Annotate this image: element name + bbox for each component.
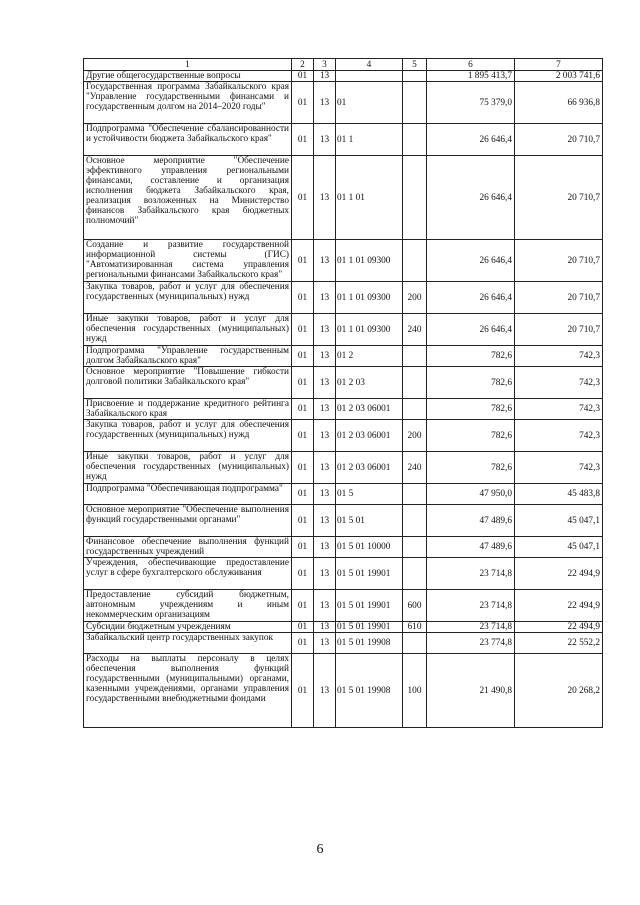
col-header-2: 2 — [292, 59, 314, 71]
row-amount-year1-cell: 26 646,4 — [427, 282, 515, 314]
row-name-cell: Государственная программа Забайкальского края "Управление государственными финансами и государственным долгом на 2014–2020 годы" — [84, 82, 292, 124]
row-expense-type-cell: 610 — [403, 622, 427, 633]
col-header-7: 7 — [515, 59, 603, 71]
row-subsection-cell: 13 — [314, 282, 336, 314]
row-expense-type-cell: 100 — [403, 654, 427, 728]
row-amount-year1-cell: 782,6 — [427, 367, 515, 399]
row-subsection-cell: 13 — [314, 420, 336, 452]
row-subsection-cell: 13 — [314, 633, 336, 654]
col-header-4: 4 — [336, 59, 403, 71]
table-row — [84, 124, 603, 156]
row-name-cell: Основное мероприятие "Обеспечение выполнения функций государственными органами" — [84, 505, 292, 537]
row-subsection-cell: 13 — [314, 240, 336, 282]
row-expense-type-cell: 240 — [403, 314, 427, 346]
table-row — [84, 71, 603, 82]
row-name-cell: Расходы на выплаты персоналу в целях обеспечения выполнения функций государственными (муниципальными) органами, казенными учреждениями, органами управления государственными внебюджетными фондами — [84, 654, 292, 728]
row-expense-type-cell — [403, 367, 427, 399]
row-amount-year1-cell: 26 646,4 — [427, 156, 515, 240]
row-target-code-cell: 01 2 03 06001 — [336, 420, 403, 452]
row-target-code-cell: 01 2 — [336, 346, 403, 367]
row-amount-year1-cell: 47 950,0 — [427, 484, 515, 505]
table-row — [84, 537, 603, 558]
row-section-cell: 01 — [292, 420, 314, 452]
row-name-cell: Закупка товаров, работ и услуг для обеспечения государственных (муниципальных) нужд — [84, 420, 292, 452]
row-expense-type-cell — [403, 484, 427, 505]
row-target-code-cell: 01 — [336, 82, 403, 124]
row-amount-year2-cell: 45 483,8 — [515, 484, 603, 505]
row-expense-type-cell — [403, 558, 427, 590]
table-row — [84, 367, 603, 399]
row-subsection-cell: 13 — [314, 314, 336, 346]
row-expense-type-cell — [403, 633, 427, 654]
row-target-code-cell: 01 1 01 09300 — [336, 282, 403, 314]
row-amount-year2-cell: 20 710,7 — [515, 156, 603, 240]
row-amount-year1-cell: 26 646,4 — [427, 314, 515, 346]
row-target-code-cell: 01 2 03 06001 — [336, 399, 403, 420]
row-subsection-cell: 13 — [314, 367, 336, 399]
row-section-cell: 01 — [292, 71, 314, 82]
row-amount-year2-cell: 45 047,1 — [515, 537, 603, 558]
row-target-code-cell: 01 5 01 10000 — [336, 537, 403, 558]
row-target-code-cell: 01 5 01 19901 — [336, 558, 403, 590]
row-target-code-cell: 01 5 01 19901 — [336, 622, 403, 633]
table-row — [84, 240, 603, 282]
row-amount-year1-cell: 26 646,4 — [427, 240, 515, 282]
row-amount-year2-cell: 22 494,9 — [515, 558, 603, 590]
table-row — [84, 484, 603, 505]
row-subsection-cell: 13 — [314, 505, 336, 537]
row-expense-type-cell — [403, 156, 427, 240]
row-expense-type-cell: 600 — [403, 590, 427, 622]
row-amount-year2-cell: 20 710,7 — [515, 124, 603, 156]
table-row — [84, 314, 603, 346]
row-subsection-cell: 13 — [314, 537, 336, 558]
row-section-cell: 01 — [292, 505, 314, 537]
row-amount-year1-cell: 782,6 — [427, 420, 515, 452]
row-name-cell: Учреждения, обеспечивающие предоставление услуг в сфере бухгалтерского обслуживания — [84, 558, 292, 590]
row-subsection-cell: 13 — [314, 590, 336, 622]
row-name-cell: Финансовое обеспечение выполнения функций государственных учреждений — [84, 537, 292, 558]
row-expense-type-cell — [403, 124, 427, 156]
table-row — [84, 420, 603, 452]
row-target-code-cell — [336, 71, 403, 82]
row-section-cell: 01 — [292, 452, 314, 484]
table-row — [84, 654, 603, 728]
row-subsection-cell: 13 — [314, 124, 336, 156]
row-target-code-cell: 01 2 03 06001 — [336, 452, 403, 484]
row-name-cell: Подпрограмма "Обеспечивающая подпрограмма" — [84, 484, 292, 505]
row-name-cell: Основное мероприятие "Обеспечение эффективного управления региональными финансами, составление и организация исполнения бюджета Забайкальского края, реализация возложенных на Министерство финансов Забайкальского края бюджетных полномочий" — [84, 156, 292, 240]
row-subsection-cell: 13 — [314, 452, 336, 484]
header-row — [84, 59, 603, 71]
row-section-cell: 01 — [292, 654, 314, 728]
row-name-cell: Иные закупки товаров, работ и услуг для обеспечения государственных (муниципальных) нужд — [84, 314, 292, 346]
row-section-cell: 01 — [292, 82, 314, 124]
table-row — [84, 452, 603, 484]
row-amount-year2-cell: 22 494,9 — [515, 622, 603, 633]
row-section-cell: 01 — [292, 622, 314, 633]
row-amount-year2-cell: 20 268,2 — [515, 654, 603, 728]
row-expense-type-cell — [403, 537, 427, 558]
row-amount-year2-cell: 742,3 — [515, 452, 603, 484]
row-amount-year2-cell: 742,3 — [515, 399, 603, 420]
row-amount-year1-cell: 21 490,8 — [427, 654, 515, 728]
row-section-cell: 01 — [292, 558, 314, 590]
row-target-code-cell: 01 1 01 — [336, 156, 403, 240]
table-row — [84, 399, 603, 420]
row-section-cell: 01 — [292, 590, 314, 622]
row-target-code-cell: 01 5 — [336, 484, 403, 505]
row-expense-type-cell: 240 — [403, 452, 427, 484]
row-amount-year1-cell: 23 714,8 — [427, 590, 515, 622]
row-section-cell: 01 — [292, 633, 314, 654]
table-body — [84, 59, 603, 728]
row-target-code-cell: 01 5 01 19908 — [336, 633, 403, 654]
row-name-cell: Иные закупки товаров, работ и услуг для обеспечения государственных (муниципальных) нужд — [84, 452, 292, 484]
row-amount-year1-cell: 47 489,6 — [427, 537, 515, 558]
row-section-cell: 01 — [292, 399, 314, 420]
row-subsection-cell: 13 — [314, 71, 336, 82]
row-amount-year1-cell: 23 714,8 — [427, 558, 515, 590]
row-amount-year1-cell: 26 646,4 — [427, 124, 515, 156]
row-name-cell: Основное мероприятие "Повышение гибкости долговой политики Забайкальского края" — [84, 367, 292, 399]
row-amount-year2-cell: 742,3 — [515, 420, 603, 452]
row-amount-year2-cell: 22 494,9 — [515, 590, 603, 622]
row-expense-type-cell — [403, 82, 427, 124]
row-name-cell: Создание и развитие государственной информационной системы (ГИС) "Автоматизированная система управления региональными финансами Забайкальского края" — [84, 240, 292, 282]
col-header-6: 6 — [427, 59, 515, 71]
row-expense-type-cell — [403, 399, 427, 420]
row-amount-year2-cell: 2 003 741,6 — [515, 71, 603, 82]
row-subsection-cell: 13 — [314, 558, 336, 590]
row-name-cell: Другие общегосударственные вопросы — [84, 71, 292, 82]
row-section-cell: 01 — [292, 314, 314, 346]
table-row — [84, 558, 603, 590]
col-header-5: 5 — [403, 59, 427, 71]
row-section-cell: 01 — [292, 240, 314, 282]
row-amount-year2-cell: 20 710,7 — [515, 314, 603, 346]
row-amount-year1-cell: 782,6 — [427, 452, 515, 484]
table-row — [84, 622, 603, 633]
row-subsection-cell: 13 — [314, 82, 336, 124]
row-amount-year1-cell: 47 489,6 — [427, 505, 515, 537]
row-section-cell: 01 — [292, 156, 314, 240]
row-amount-year2-cell: 66 936,8 — [515, 82, 603, 124]
table-row — [84, 633, 603, 654]
row-expense-type-cell: 200 — [403, 282, 427, 314]
row-subsection-cell: 13 — [314, 346, 336, 367]
row-amount-year2-cell: 20 710,7 — [515, 240, 603, 282]
row-target-code-cell: 01 1 01 09300 — [336, 314, 403, 346]
row-target-code-cell: 01 1 01 09300 — [336, 240, 403, 282]
budget-table — [83, 58, 603, 728]
row-target-code-cell: 01 5 01 19908 — [336, 654, 403, 728]
row-name-cell: Закупка товаров, работ и услуг для обеспечения государственных (муниципальных) нужд — [84, 282, 292, 314]
table-row — [84, 505, 603, 537]
row-expense-type-cell — [403, 346, 427, 367]
row-amount-year2-cell: 45 047,1 — [515, 505, 603, 537]
row-name-cell: Субсидии бюджетным учреждениям — [84, 622, 292, 633]
table-row — [84, 82, 603, 124]
row-amount-year1-cell: 1 895 413,7 — [427, 71, 515, 82]
col-header-1: 1 — [84, 59, 292, 71]
row-subsection-cell: 13 — [314, 484, 336, 505]
row-amount-year1-cell: 782,6 — [427, 399, 515, 420]
row-amount-year2-cell: 22 552,2 — [515, 633, 603, 654]
row-name-cell: Подпрограмма "Обеспечение сбалансированности и устойчивости бюджета Забайкальского края" — [84, 124, 292, 156]
row-amount-year2-cell: 20 710,7 — [515, 282, 603, 314]
row-section-cell: 01 — [292, 537, 314, 558]
row-name-cell: Предоставление субсидий бюджетным, автономным учреждениям и иным некоммерческим организациям — [84, 590, 292, 622]
row-section-cell: 01 — [292, 484, 314, 505]
col-header-3: 3 — [314, 59, 336, 71]
row-expense-type-cell — [403, 71, 427, 82]
table-row — [84, 590, 603, 622]
row-subsection-cell: 13 — [314, 156, 336, 240]
row-amount-year2-cell: 742,3 — [515, 346, 603, 367]
row-section-cell: 01 — [292, 346, 314, 367]
table-row — [84, 346, 603, 367]
row-amount-year1-cell: 23 714,8 — [427, 622, 515, 633]
row-target-code-cell: 01 5 01 19901 — [336, 590, 403, 622]
table-row — [84, 282, 603, 314]
row-expense-type-cell: 200 — [403, 420, 427, 452]
row-target-code-cell: 01 5 01 — [336, 505, 403, 537]
row-amount-year1-cell: 782,6 — [427, 346, 515, 367]
row-subsection-cell: 13 — [314, 399, 336, 420]
row-expense-type-cell — [403, 505, 427, 537]
row-subsection-cell: 13 — [314, 654, 336, 728]
page-number: 6 — [316, 842, 324, 857]
table-row — [84, 156, 603, 240]
row-expense-type-cell — [403, 240, 427, 282]
row-section-cell: 01 — [292, 367, 314, 399]
row-amount-year1-cell: 23 774,8 — [427, 633, 515, 654]
row-name-cell: Подпрограмма "Управление государственным долгом Забайкальского края" — [84, 346, 292, 367]
row-section-cell: 01 — [292, 124, 314, 156]
row-subsection-cell: 13 — [314, 622, 336, 633]
row-name-cell: Забайкальский центр государственных закупок — [84, 633, 292, 654]
row-amount-year2-cell: 742,3 — [515, 367, 603, 399]
row-amount-year1-cell: 75 379,0 — [427, 82, 515, 124]
row-name-cell: Присвоение и поддержание кредитного рейтинга Забайкальского края — [84, 399, 292, 420]
row-target-code-cell: 01 1 — [336, 124, 403, 156]
row-section-cell: 01 — [292, 282, 314, 314]
row-target-code-cell: 01 2 03 — [336, 367, 403, 399]
